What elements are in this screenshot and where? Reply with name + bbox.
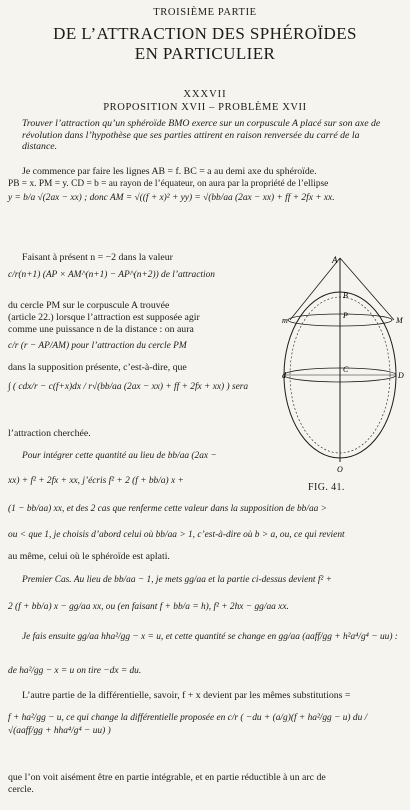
label-C: C	[343, 365, 349, 374]
para1-line1: Je commence par faire les lignes AB = f. BC = a au demi axe du sphéroïde.	[22, 166, 317, 177]
case1-line-a: Premier Cas. Au lieu de bb/aa − 1, je mets gg/aa et la partie ci-dessus devient f² +	[22, 575, 332, 585]
para2-line-i: l’attraction cherchée.	[8, 428, 91, 439]
spheroid-figure	[282, 250, 410, 480]
case1-line-b: 2 (f + bb/a) x − gg/aa xx, ou (en faisant f + bb/a = h), f² + 2hx − gg/aa xx.	[8, 602, 289, 612]
para4-line-c: que l’on voit aisément être en partie intégrable, et en partie réductible à un arc de	[8, 772, 326, 783]
line-A-m	[290, 258, 340, 320]
para3-line-d: ou < que 1, je choisis d’abord celui où bb/aa > 1, c’est-à-dire où b > a, ou, ce qui revient	[8, 530, 345, 540]
para2-line-a: Faisant à présent n = −2 dans la valeur	[22, 252, 173, 263]
para3-line-c: (1 − bb/aa) xx, et des 2 cas que renferme cette valeur dans la supposition de bb/aa >	[8, 504, 328, 514]
line-A-M	[340, 258, 394, 320]
label-A: A	[332, 255, 338, 265]
chapter-title-line2: EN PARTICULIER	[134, 44, 276, 63]
label-M: M	[396, 316, 403, 325]
label-O: O	[337, 465, 343, 474]
case1-line-c: Je fais ensuite gg/aa hha²/gg − x = u, et cette quantité se change en gg/aa (aaff/gg + h²a⁴/g⁴ − uu) :	[22, 632, 398, 642]
para3-line-e: au même, celui où le sphéroïde est aplati.	[8, 551, 170, 562]
para2-line-f: c/r (r − AP/AM) pour l’attraction du cercle PM	[8, 341, 187, 351]
para1-line2: PB = x. PM = y. CD = b = au rayon de l’équateur, on aura par la propriété de l’ellipse	[8, 179, 329, 189]
para2-line-b: c/r(n+1) (AP × AM^(n+1) − AP^(n+2)) de l’attraction	[8, 270, 215, 280]
para1-equation: y = b/a √(2ax − xx) ; donc AM = √((f + x)² + yy) = √(bb/aa (2ax − xx) + ff + 2fx + xx.	[8, 193, 335, 203]
label-D: D	[398, 371, 404, 380]
para3-line-b: xx) + f² + 2fx + xx, j’écris f² + 2 (f + bb/a) x +	[8, 476, 184, 486]
problem-statement: Trouver l’attraction qu’un sphéroïde BMO exerce sur un corpuscule A placé sur son axe de révolution dans l’hypothèse que ses parties attirent en raison renversée du carré de la distance.	[22, 118, 381, 153]
case1-line-d: de ha²/gg − x = u on tire −dx = du.	[8, 666, 142, 676]
para2-integral: ∫ ( cdx/r − c(f+x)dx / r√(bb/aa (2ax − xx) + ff + 2fx + xx) ) sera	[8, 382, 249, 392]
para4-line-b: f + ha²/gg − u, ce qui change la différentielle proposée en c/r ( −du + (a/g)(f + ha²/gg − u) du / √(aaff/gg + hha⁴/g⁴ − uu) )	[8, 713, 368, 736]
para4-line-d: cercle.	[8, 784, 34, 795]
label-m: m	[282, 316, 288, 325]
para2-line-d: (article 22.) lorsque l’attraction est supposée agir	[8, 312, 200, 323]
para3-line-a: Pour intégrer cette quantité au lieu de bb/aa (2ax −	[22, 451, 217, 461]
para2-line-e: comme une puissance n de la distance : on aura	[8, 324, 194, 335]
label-B: B	[343, 291, 348, 300]
chapter-title-line1: DE L’ATTRACTION DES SPHÉROÏDES	[53, 24, 357, 43]
label-d: d	[282, 371, 286, 380]
section-number: XXXVII	[183, 89, 227, 100]
para2-line-g: dans la supposition présente, c’est-à-dire, que	[8, 362, 187, 373]
para4-line-a: L’autre partie de la différentielle, savoir, f + x devient par les mêmes substitutions =	[22, 690, 351, 701]
part-heading: TROISIÈME PARTIE	[153, 7, 257, 18]
label-P: P	[343, 311, 348, 320]
para2-line-c: du cercle PM sur le corpuscule A trouvée	[8, 300, 170, 311]
figure-caption: FIG. 41.	[308, 482, 345, 493]
proposition-heading: PROPOSITION XVII – PROBLÈME XVII	[103, 102, 307, 113]
